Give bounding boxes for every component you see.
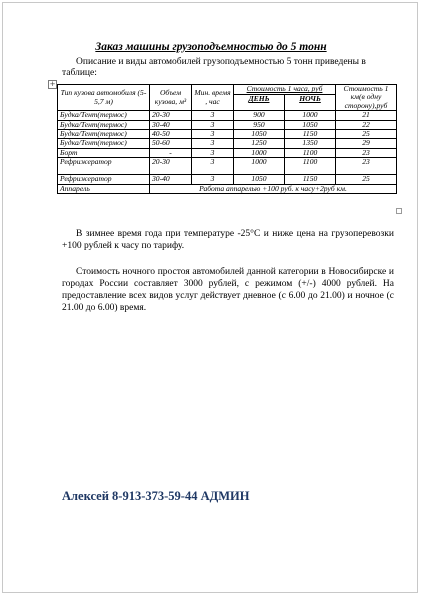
cell-night: 1100 <box>285 158 336 175</box>
table-resize-handle-icon[interactable] <box>396 208 402 214</box>
cell-day: 900 <box>234 111 285 120</box>
cell-km: 23 <box>336 158 397 175</box>
cell-km: 21 <box>336 111 397 120</box>
cell-min: 3 <box>192 111 234 120</box>
table-row <box>58 130 397 139</box>
cell-type: Будка/Тент(термос) <box>58 120 150 129</box>
cell-volume: 20-30 <box>150 111 192 120</box>
table-move-handle-icon[interactable]: + <box>49 80 56 88</box>
cell-type: Рефрижератор <box>58 158 150 175</box>
cell-day: 1000 <box>234 148 285 157</box>
table-row <box>58 148 397 157</box>
header-min-time: Мин. время , час <box>192 85 234 111</box>
table-footer-row <box>58 184 397 193</box>
intro-text: Описание и виды автомобилей грузоподъемностью 5 тонн приведены в таблице: <box>62 57 366 78</box>
cell-volume: 20-30 <box>150 158 192 175</box>
header-volume: Объем кузова, м³ <box>150 85 192 111</box>
table-row <box>58 175 397 184</box>
cell-day: 1000 <box>234 158 285 175</box>
cell-km: 29 <box>336 139 397 148</box>
cell-km: 25 <box>336 130 397 139</box>
table-row <box>58 111 397 120</box>
contact-line: Алексей 8-913-373-59-44 АДМИН <box>62 489 250 503</box>
cell-km: 22 <box>336 120 397 129</box>
cell-min: 3 <box>192 148 234 157</box>
cell-night: 1100 <box>285 148 336 157</box>
cell-type: Борт <box>58 148 150 157</box>
cell-type: Будка/Тент(термос) <box>58 130 150 139</box>
cell-km: 25 <box>336 175 397 184</box>
cell-volume: 30-40 <box>150 120 192 129</box>
cell-min: 3 <box>192 158 234 175</box>
cell-km: 23 <box>336 148 397 157</box>
cell-min: 3 <box>192 175 234 184</box>
cell-volume: - <box>150 148 192 157</box>
cell-type: Будка/Тент(термос) <box>58 139 150 148</box>
cell-night: 1350 <box>285 139 336 148</box>
cell-day: 1050 <box>234 175 285 184</box>
table-row <box>58 158 397 175</box>
winter-note-paragraph: В зимнее время года при температуре -25°С и ниже цена на грузоперевозки +100 рублей к часу по тарифу. <box>62 229 394 251</box>
header-night: НОЧЬ <box>285 95 336 111</box>
header-km-cost: Стоимость 1 км(в одну сторону),руб <box>336 85 397 111</box>
cell-volume: 30-40 <box>150 175 192 184</box>
cell-day: 1250 <box>234 139 285 148</box>
cell-ramp-note: Работа аппарелью +100 руб. к часу+2руб км. <box>150 184 397 193</box>
cell-volume: 40-50 <box>150 130 192 139</box>
cell-day: 950 <box>234 120 285 129</box>
cell-min: 3 <box>192 130 234 139</box>
cell-min: 3 <box>192 139 234 148</box>
cell-type: Рефрижератор <box>58 175 150 184</box>
page-title: Заказ машины грузоподъемностью до 5 тонн <box>95 41 327 53</box>
header-day: ДЕНЬ <box>234 95 285 111</box>
header-body-type: Тип кузова автомобиля (5-5,7 м) <box>58 85 150 111</box>
cell-ramp-label: Аппарель <box>58 184 150 193</box>
cell-night: 1050 <box>285 120 336 129</box>
night-idle-paragraph: Стоимость ночного простоя автомобилей данной категории в Новосибирске и городах России составляет 3000 рублей, с режимом (+/-) 4000 рублей. На предоставление всех видов услуг действует дневное (с 6.00 до 21.00) и ночное (с 21.00 до 6.00) время. <box>62 267 394 313</box>
cell-night: 1150 <box>285 175 336 184</box>
cell-day: 1050 <box>234 130 285 139</box>
header-hour-cost: Стоимость 1 часа, руб <box>234 85 336 95</box>
cell-volume: 50-60 <box>150 139 192 148</box>
table-header-row <box>58 85 397 95</box>
table-row <box>58 120 397 129</box>
cell-night: 1150 <box>285 130 336 139</box>
cell-min: 3 <box>192 120 234 129</box>
tariff-table <box>57 84 397 194</box>
cell-type: Будка/Тент(термос) <box>58 111 150 120</box>
table-row <box>58 139 397 148</box>
cell-night: 1000 <box>285 111 336 120</box>
